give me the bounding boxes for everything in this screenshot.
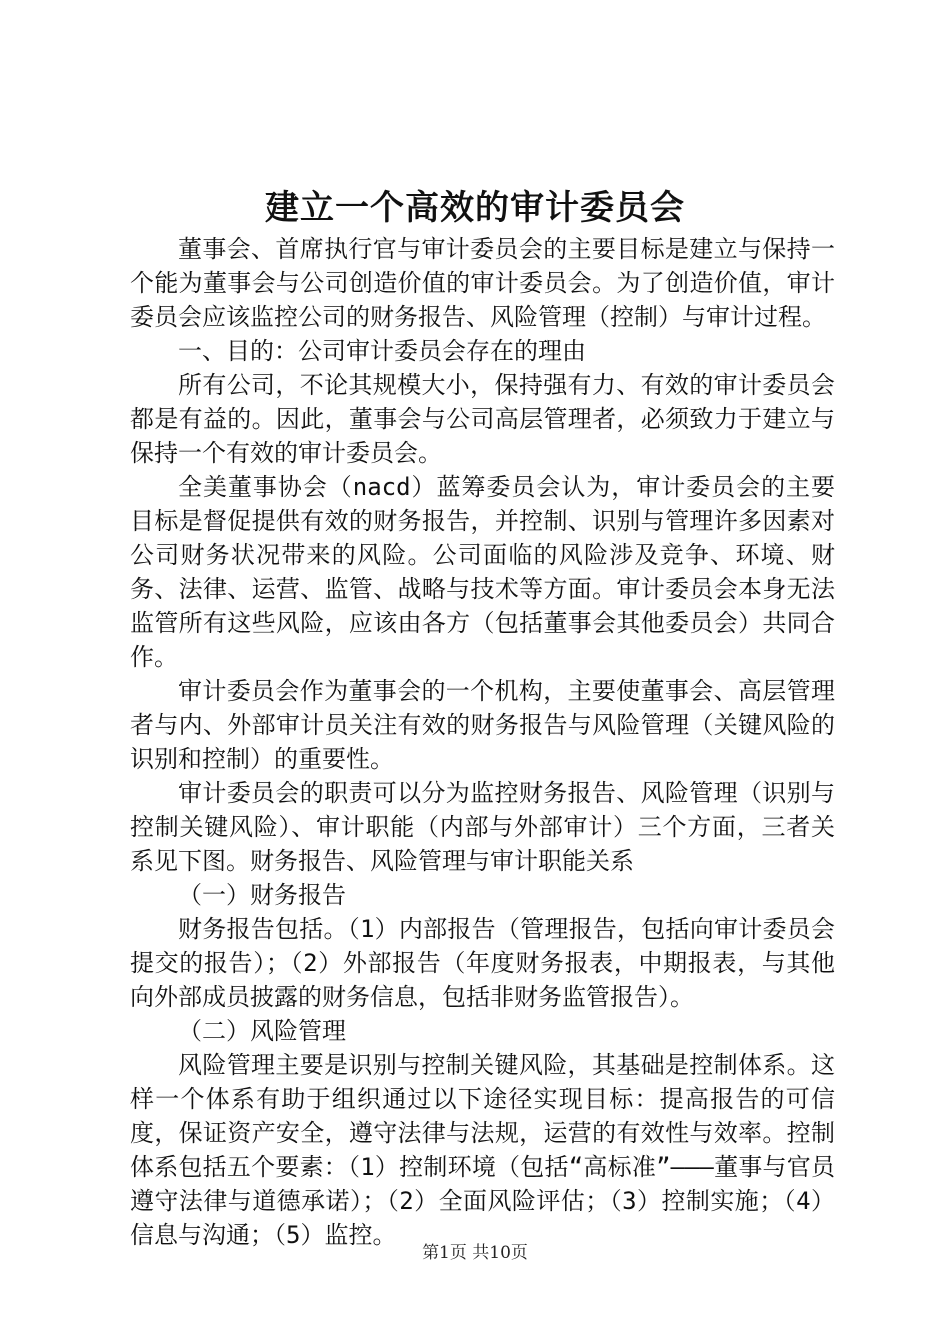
paragraph-responsibilities: 审计委员会的职责可以分为监控财务报告、风险管理（识别与控制关键风险）、审计职能（内部与外部审计）三个方面，三者关系见下图。财务报告、风险管理与审计职能关系 [130,779,835,875]
page-footer: 第1页 共10页 [422,1243,528,1263]
paragraph-nacd: 全美董事协会（nacd）蓝筹委员会认为，审计委员会的主要目标是督促提供有效的财务报告，并控制、识别与管理许多因素对公司财务状况带来的风险。公司面临的风险涉及竞争、环境、财务、法律、运营、监管、战略与技术等方面。审计委员会本身无法监管所有这些风险，应该由各方（包括董事会其他委员会）共同合作。 [130,473,835,671]
section-heading-purpose: 一、目的：公司审计委员会存在的理由 [178,337,586,365]
paragraph-financial-reporting: 财务报告包括。（1）内部报告（管理报告，包括向审计委员会提交的报告）；（2）外部报告（年度财务报表，中期报表，与其他向外部成员披露的财务信息，包括非财务监管报告）。 [130,915,835,1011]
subheading-risk-management: （二）风险管理 [178,1017,346,1045]
paragraph-board-organ: 审计委员会作为董事会的一个机构，主要使董事会、高层管理者与内、外部审计员关注有效的财务报告与风险管理（关键风险的识别和控制）的重要性。 [130,677,835,773]
paragraph-intro: 董事会、首席执行官与审计委员会的主要目标是建立与保持一个能为董事会与公司创造价值的审计委员会。为了创造价值，审计委员会应该监控公司的财务报告、风险管理（控制）与审计过程。 [130,235,835,331]
paragraph-risk-management: 风险管理主要是识别与控制关键风险，其基础是控制体系。这样一个体系有助于组织通过以下途径实现目标：提高报告的可信度，保证资产安全，遵守法律与法规，运营的有效性与效率。控制体系包括五个要素：（1）控制环境（包括“高标准”———董事与官员遵守法律与道德承诺）；（2）全面风险评估；（3）控制实施；（4）信息与沟通；（5）监控。 [130,1051,835,1249]
document-body [130,232,835,1252]
paragraph-all-companies: 所有公司，不论其规模大小，保持强有力、有效的审计委员会都是有益的。因此，董事会与公司高层管理者，必须致力于建立与保持一个有效的审计委员会。 [130,371,835,467]
document-title: 建立一个高效的审计委员会 [265,188,685,228]
subheading-financial-reporting: （一）财务报告 [178,881,346,909]
